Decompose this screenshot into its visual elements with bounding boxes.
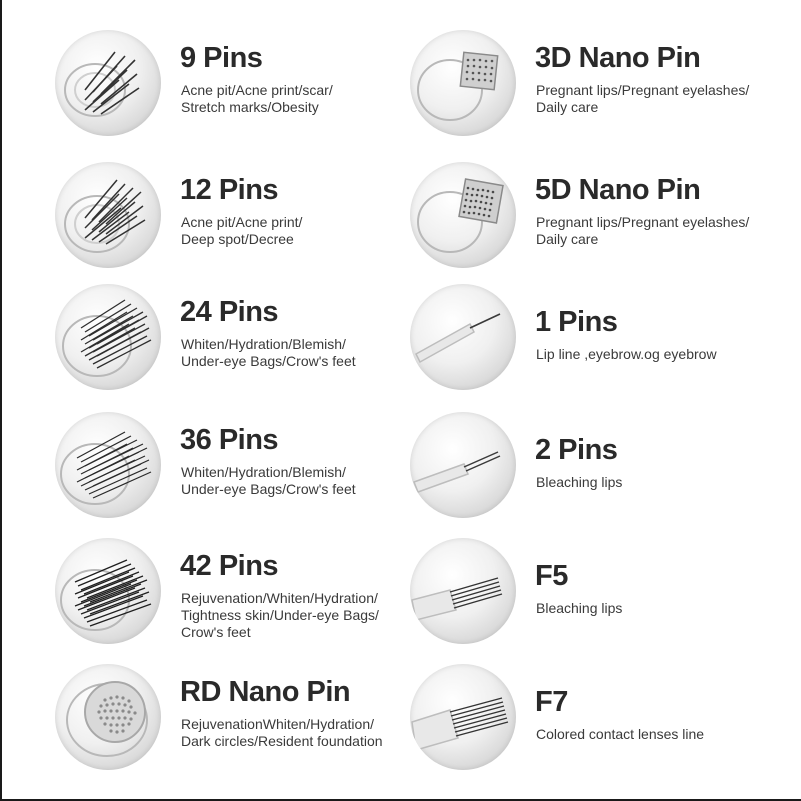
product-description: Whiten/Hydration/Blemish/ Under-eye Bags/Crow's feet bbox=[181, 336, 356, 369]
product-name: 5D Nano Pin bbox=[535, 174, 701, 206]
product-36-pins bbox=[55, 412, 445, 532]
product-42-pins bbox=[55, 538, 445, 658]
5d-nano-cartridge-icon bbox=[410, 162, 516, 268]
product-2-pins bbox=[410, 412, 800, 532]
product-9-pins bbox=[55, 30, 445, 150]
product-description: Pregnant lips/Pregnant eyelashes/ Daily care bbox=[536, 82, 750, 115]
product-description: Bleaching lips bbox=[536, 600, 623, 616]
product-name: F7 bbox=[535, 686, 568, 718]
1-pin-needle-icon bbox=[410, 284, 516, 390]
product-name: 2 Pins bbox=[535, 434, 618, 466]
f7-needle-icon bbox=[410, 664, 516, 770]
product-24-pins bbox=[55, 284, 445, 404]
2-pin-needle-icon bbox=[410, 412, 516, 518]
product-name: 42 Pins bbox=[180, 550, 279, 582]
product-name: 24 Pins bbox=[180, 296, 279, 328]
3d-nano-cartridge-icon bbox=[410, 30, 516, 136]
frame-edge bbox=[0, 0, 2, 801]
product-description: Acne pit/Acne print/ Deep spot/Decree bbox=[181, 214, 303, 247]
product-description: Colored contact lenses line bbox=[536, 726, 705, 742]
product-description: Acne pit/Acne print/scar/ Stretch marks/Obesity bbox=[181, 82, 333, 115]
product-description: Bleaching lips bbox=[536, 474, 623, 490]
product-description: Whiten/Hydration/Blemish/ Under-eye Bags/Crow's feet bbox=[181, 464, 356, 497]
product-name: 9 Pins bbox=[180, 42, 263, 74]
product-5d-nano-pin bbox=[410, 162, 800, 282]
product-12-pins bbox=[55, 162, 445, 282]
product-description: RejuvenationWhiten/Hydration/ Dark circles/Resident foundation bbox=[181, 716, 383, 749]
product-3d-nano-pin bbox=[410, 30, 800, 150]
product-f5 bbox=[410, 538, 800, 658]
9-pin-cartridge-icon bbox=[55, 30, 161, 136]
24-pin-cartridge-icon bbox=[55, 284, 161, 390]
product-f7 bbox=[410, 664, 800, 784]
product-name: 3D Nano Pin bbox=[535, 42, 701, 74]
product-name: RD Nano Pin bbox=[180, 676, 351, 708]
product-1-pins bbox=[410, 284, 800, 404]
product-name: 12 Pins bbox=[180, 174, 279, 206]
36-pin-cartridge-icon bbox=[55, 412, 161, 518]
product-name: F5 bbox=[535, 560, 568, 592]
product-name: 1 Pins bbox=[535, 306, 618, 338]
product-description: Pregnant lips/Pregnant eyelashes/ Daily care bbox=[536, 214, 750, 247]
rd-nano-cartridge-icon bbox=[55, 664, 161, 770]
product-description: Lip line ,eyebrow.og eyebrow bbox=[536, 346, 717, 362]
product-description: Rejuvenation/Whiten/Hydration/ Tightness skin/Under-eye Bags/ Crow's feet bbox=[181, 590, 379, 640]
42-pin-cartridge-icon bbox=[55, 538, 161, 644]
product-name: 36 Pins bbox=[180, 424, 279, 456]
f5-needle-icon bbox=[410, 538, 516, 644]
12-pin-cartridge-icon bbox=[55, 162, 161, 268]
product-rd-nano-pin bbox=[55, 664, 445, 784]
